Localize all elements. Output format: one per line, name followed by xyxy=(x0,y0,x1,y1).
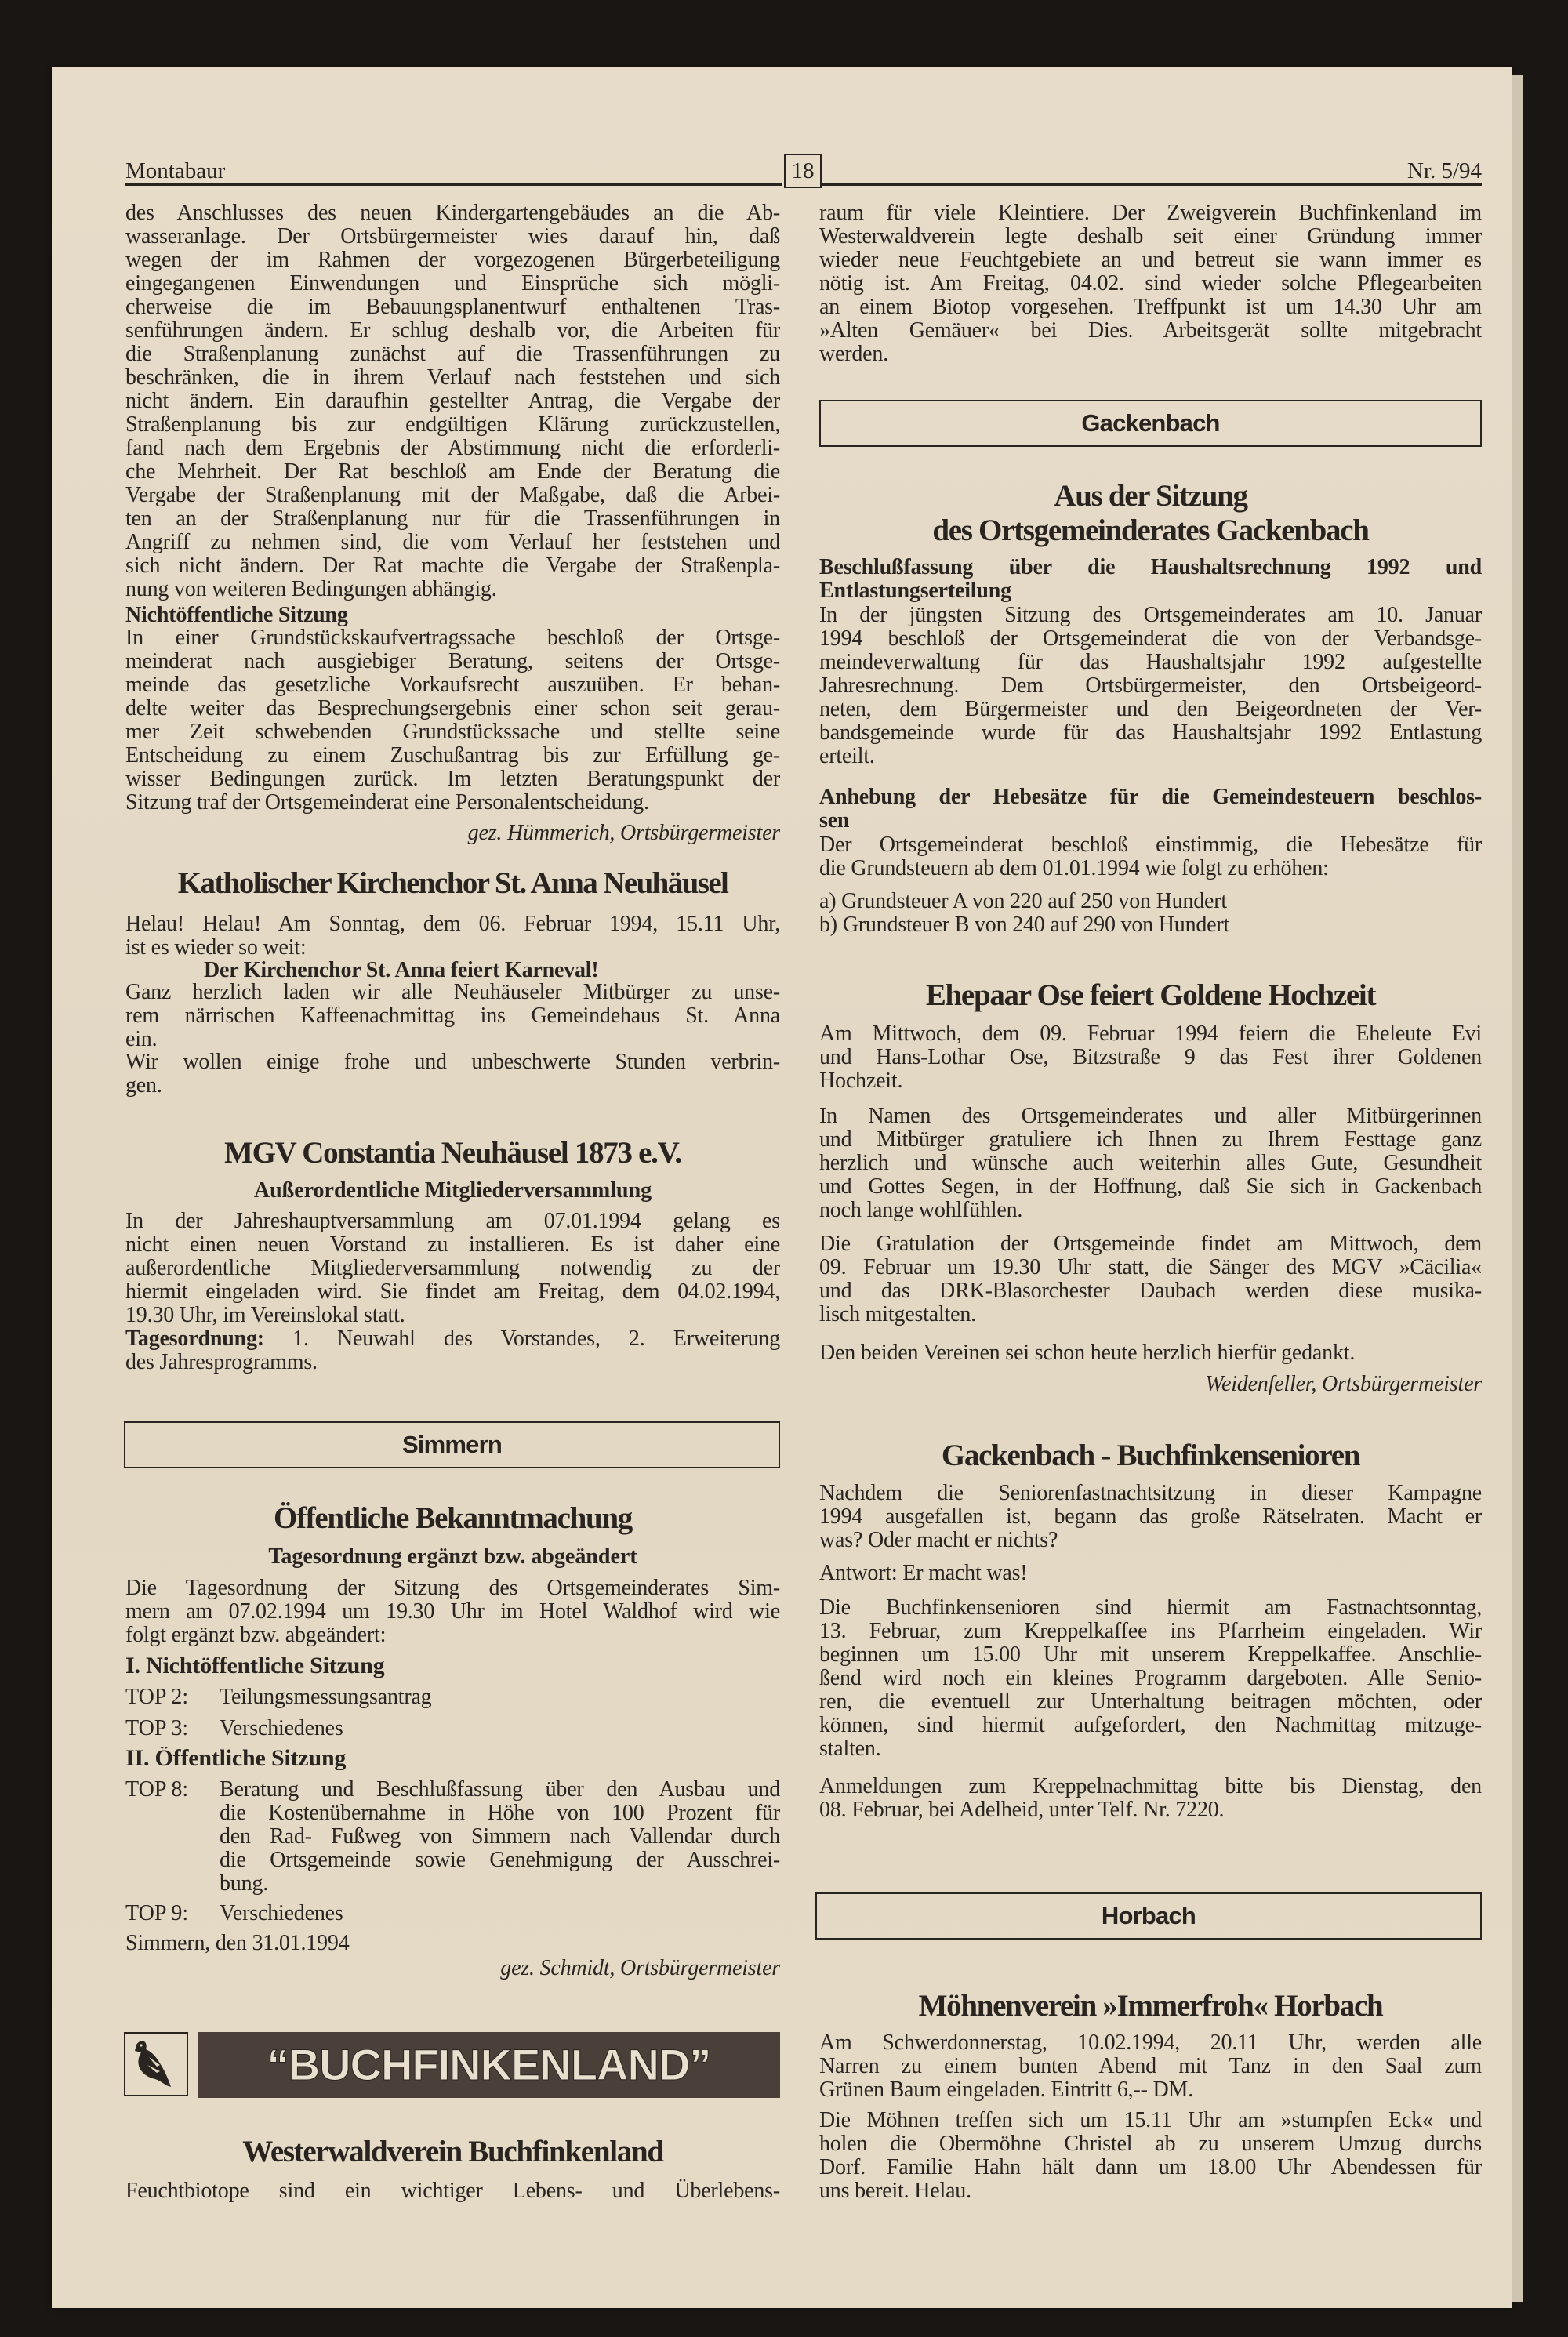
text-line: Entscheidung zu einem Zuschußantrag bis zur Erfüllung ge- xyxy=(125,744,780,768)
agenda-part-2: II. Öffentliche Sitzung xyxy=(125,1747,347,1770)
text-line: Verschiedenes xyxy=(220,1717,343,1740)
moehnen-paragraph-1 xyxy=(819,2031,1482,2102)
text-line: uns bereit. Helau. xyxy=(819,2179,971,2203)
text-line: hiermit eingeladen wird. Sie findet am Freitag, dem 04.02.1994, xyxy=(125,1280,780,1304)
text-line: und Mitbürger gratuliere ich Ihnen zu Ihrem Festtage ganz xyxy=(819,1128,1482,1152)
text-line: 09. Februar um 19.30 Uhr statt, die Sänger des MGV »Cäcilia« xyxy=(819,1256,1482,1279)
mgv-subtitle: Außerordentliche Mitgliederversammlung xyxy=(253,1178,652,1203)
headline-moehnenverein: Möhnenverein »Immerfroh« Horbach xyxy=(918,1989,1383,2023)
mgv-agenda-continued: des Jahresprogramms. xyxy=(125,1351,318,1374)
text-line: wieder neue Feuchtgebiete an und betreut sie wann immer es xyxy=(819,249,1482,272)
agenda-part-1: I. Nichtöffentliche Sitzung xyxy=(125,1654,385,1678)
hochzeit-paragraph-1 xyxy=(819,1022,1482,1093)
text-line: Antwort: Er macht was! xyxy=(819,1562,1028,1585)
text-line: Anhebung der Hebesätze für die Gemeindesteuern beschlos- xyxy=(819,786,1482,809)
agenda-item-text xyxy=(220,1717,780,1740)
list-grundsteuer xyxy=(819,890,1482,937)
page-number: 18 xyxy=(784,154,822,188)
text-line: eingegangenen Einwendungen und Einsprüche sich mögli- xyxy=(125,272,780,296)
kirchenchor-highlight: Der Kirchenchor St. Anna feiert Karneval! xyxy=(204,959,599,982)
text-line: folgt ergänzt bzw. abgeändert: xyxy=(125,1624,387,1647)
header-rule-right xyxy=(822,183,1482,186)
agenda-item-text xyxy=(220,1778,780,1896)
text-line: wegen der im Rahmen der vorgezogenen Bürgerbeteiligung xyxy=(125,249,780,272)
text-line: Nachdem die Seniorenfastnachtsitzung in dieser Kampagne xyxy=(819,1482,1482,1505)
text-line: Westerwaldverein legte deshalb seit einer Gründung immer xyxy=(819,225,1482,249)
text-line: Verschiedenes xyxy=(220,1902,343,1925)
text-line: fand nach dem Ergebnis der Abstimmung nicht die erforderli- xyxy=(125,437,780,460)
text-line: des Anschlusses des neuen Kindergartengebäudes an die Ab- xyxy=(125,201,780,225)
text-line: Teilungsmessungsantrag xyxy=(220,1686,432,1709)
text-line: rem närrischen Kaffeenachmittag ins Gemeindehaus St. Anna xyxy=(125,1004,780,1028)
westerwaldverein-paragraph xyxy=(125,2179,780,2203)
text-line: meinde das gesetzliche Vorkaufsrecht auszuüben. Er behan- xyxy=(125,673,780,697)
text-line: Die Gratulation der Ortsgemeinde findet am Mittwoch, dem xyxy=(819,1232,1482,1256)
text-line: sich nicht ändern. Der Rat machte die Vergabe der Straßenpla- xyxy=(125,554,780,578)
text-line: Den beiden Vereinen sei schon heute herzlich hierfür gedankt. xyxy=(819,1341,1356,1365)
subheading-haushaltsrechnung xyxy=(819,556,1482,603)
senioren-paragraph-4 xyxy=(819,1775,1482,1822)
text-line: beginnen um 15.00 Uhr mit unserem Kreppelkaffee. Anschlie- xyxy=(819,1643,1482,1667)
kirchenchor-invitation xyxy=(125,981,780,1051)
text-line: bung. xyxy=(220,1872,269,1896)
moehnen-paragraph-2 xyxy=(819,2109,1482,2203)
text-line: gen. xyxy=(125,1074,162,1098)
text-line: und Hans-Lothar Ose, Bitzstraße 9 das Fest ihrer Goldenen xyxy=(819,1046,1482,1069)
text-line: mer Zeit schwebenden Grundstückssache und stellte seine xyxy=(125,720,780,744)
paragraph-nichtoeffentlich xyxy=(125,626,780,815)
text-line: raum für viele Kleintiere. Der Zweigverein Buchfinkenland im xyxy=(819,201,1482,225)
agenda-item xyxy=(125,1717,780,1740)
text-line: ein. xyxy=(125,1028,158,1051)
text-line: meinderat nach ausgiebiger Beratung, seitens der Ortsge- xyxy=(125,650,780,673)
headline-bekanntmachung: Öffentliche Bekanntmachung xyxy=(274,1501,632,1535)
text-line: wisser Bedingungen zurück. Im letzten Beratungspunkt der xyxy=(125,768,780,791)
text-line: Am Schwerdonnerstag, 10.02.1994, 20.11 Uhr, werden alle xyxy=(819,2031,1482,2055)
mgv-agenda xyxy=(125,1327,780,1351)
hochzeit-paragraph-3 xyxy=(819,1232,1482,1326)
text-line: Die Möhnen treffen sich um 15.11 Uhr am »stumpfen Eck« und xyxy=(819,2109,1482,2132)
text-line: delte weiter das Besprechungsergebnis einer schon seit gerau- xyxy=(125,697,780,720)
text-line: und Gottes Segen, in der Hoffnung, daß Sie sich in Gackenbach xyxy=(819,1175,1482,1199)
subheading-hebesaetze xyxy=(819,786,1482,833)
text-line: Vergabe der Straßenplanung mit der Maßgabe, daß die Arbei- xyxy=(125,484,780,507)
text-line: Anmeldungen zum Kreppelnachmittag bitte bis Dienstag, den xyxy=(819,1775,1482,1798)
hochzeit-paragraph-4 xyxy=(819,1341,1482,1365)
text-line: Der Ortsgemeinderat beschloß einstimmig, die Hebesätze für xyxy=(819,833,1482,857)
text-line: beschränken, die in ihrem Verlauf nach feststehen und sich xyxy=(125,366,780,390)
headline-sitzung-gackenbach xyxy=(819,479,1482,548)
text-line: an einem Biotop vorgesehen. Treffpunkt ist um 14.30 Uhr am xyxy=(819,296,1482,319)
text-line: 1994 beschloß der Ortsgemeinderat die von der Verbandsge- xyxy=(819,627,1482,651)
text-line: den Rad- Fußweg von Simmern nach Vallendar durch xyxy=(220,1825,780,1849)
text-line: werden. xyxy=(819,343,889,366)
section-header-horbach: Horbach xyxy=(815,1892,1482,1940)
text-line: Die Tagesordnung der Sitzung des Ortsgemeinderates Sim- xyxy=(125,1577,780,1600)
bird-icon xyxy=(124,2032,188,2096)
section-header-simmern: Simmern xyxy=(124,1421,780,1468)
text-line: senführungen ändern. Er schlug deshalb vor, die Arbeiten für xyxy=(125,319,780,343)
text-line: mern am 07.02.1994 um 19.30 Uhr im Hotel Waldhof wird wie xyxy=(125,1600,780,1624)
headline-kirchenchor: Katholischer Kirchenchor St. Anna Neuhäusel xyxy=(177,866,728,900)
text-line: was? Oder macht er nichts? xyxy=(819,1529,1058,1552)
westerwaldverein-continued xyxy=(819,201,1482,366)
paragraph-haushaltsrechnung xyxy=(819,604,1482,768)
article-continued-text xyxy=(125,201,780,601)
agenda-item xyxy=(125,1902,780,1925)
paragraph-hebesaetze xyxy=(819,833,1482,880)
signature-weidenfeller: Weidenfeller, Ortsbürgermeister xyxy=(1205,1373,1482,1396)
text-line: die Grundsteuern ab dem 01.01.1994 wie folgt zu erhöhen: xyxy=(819,857,1329,880)
bekanntmachung-subtitle: Tagesordnung ergänzt bzw. abgeändert xyxy=(268,1544,637,1569)
text-line: Sitzung traf der Ortsgemeinderat eine Personalentscheidung. xyxy=(125,791,649,815)
text-line: Helau! Helau! Am Sonntag, dem 06. Februar 1994, 15.11 Uhr, xyxy=(125,913,780,936)
agenda-item-number: TOP 8: xyxy=(125,1777,189,1802)
text-line: können, sind hiermit aufgefordert, den Nachmittag mitzuge- xyxy=(819,1714,1482,1737)
text-line: nötig ist. Am Freitag, 04.02. sind wieder solche Pflegearbeiten xyxy=(819,272,1482,296)
text-line: b) Grundsteuer B von 240 auf 290 von Hundert xyxy=(819,913,1230,937)
text-line: 1994 ausgefallen ist, begann das große Rätselraten. Macht er xyxy=(819,1505,1482,1529)
text-line: ren, die eventuell zur Unterhaltung beitragen möchten, oder xyxy=(819,1690,1482,1714)
text-line: In Namen des Ortsgemeinderates und aller Mitbürgerinnen xyxy=(819,1105,1482,1128)
text-line: Beschlußfassung über die Haushaltsrechnung 1992 und xyxy=(819,556,1482,579)
section-header-gackenbach: Gackenbach xyxy=(819,400,1482,447)
text-line: cherweise die im Bebauungsplanentwurf enthaltenen Tras- xyxy=(125,296,780,319)
text-line: herzlich und wünsche auch weiterhin alles Gute, Gesundheit xyxy=(819,1152,1482,1175)
text-line: nung von weiteren Bedingungen abhängig. xyxy=(125,578,497,601)
bekanntmachung-intro xyxy=(125,1577,780,1647)
text-line: Narren zu einem bunten Abend mit Tanz in den Saal zum xyxy=(819,2055,1482,2078)
text-line: lisch mitgestalten. xyxy=(819,1303,976,1326)
text-line: In der jüngsten Sitzung des Ortsgemeinderates am 10. Januar xyxy=(819,604,1482,627)
text-line: des Ortsgemeinderates Gackenbach xyxy=(932,513,1369,547)
text-line: ist es wieder so weit: xyxy=(125,936,307,960)
agenda-items-part-1 xyxy=(125,1686,780,1748)
hochzeit-paragraph-2 xyxy=(819,1105,1482,1222)
text-line: außerordentliche Mitgliederversammlung notwendig zu der xyxy=(125,1257,780,1280)
text-line: wasseranlage. Der Ortsbürgermeister wies darauf hin, daß xyxy=(125,225,780,249)
text-line: In der Jahreshauptversammlung am 07.01.1994 gelang es xyxy=(125,1210,780,1233)
agenda-item-number: TOP 9: xyxy=(125,1901,189,1925)
agenda-item xyxy=(125,1778,780,1896)
mgv-agenda-text: 1. Neuwahl des Vorstandes, 2. Erweiterung xyxy=(292,1327,780,1351)
text-line: bandsgemeinde wurde für das Haushaltsjahr 1992 Entlastung xyxy=(819,721,1482,745)
agenda-item-number: TOP 3: xyxy=(125,1716,189,1740)
mgv-agenda-label: Tagesordnung: xyxy=(125,1327,264,1351)
text-line: Ganz herzlich laden wir alle Neuhäuseler Mitbürger zu unse- xyxy=(125,981,780,1004)
text-line: die Ortsgemeinde sowie Genehmigung der Ausschrei- xyxy=(220,1849,780,1872)
headline-buchfinkensenioren: Gackenbach - Buchfinkensenioren xyxy=(941,1439,1360,1472)
header-town: Montabaur xyxy=(125,158,226,183)
text-line: 19.30 Uhr, im Vereinslokal statt. xyxy=(125,1304,405,1327)
text-line: Beratung und Beschlußfassung über den Ausbau und xyxy=(220,1778,780,1802)
text-line: Feuchtbiotope sind ein wichtiger Lebens- und Überlebens- xyxy=(125,2179,780,2203)
text-line: Hochzeit. xyxy=(819,1069,903,1093)
kirchenchor-closing xyxy=(125,1051,780,1098)
senioren-paragraph-2 xyxy=(819,1562,1482,1585)
text-line: stalten. xyxy=(819,1737,881,1761)
text-line: Aus der Sitzung xyxy=(1054,479,1247,513)
text-line: Jahresrechnung. Dem Ortsbürgermeister, den Ortsbeigeord- xyxy=(819,674,1482,698)
text-line: a) Grundsteuer A von 220 auf 250 von Hundert xyxy=(819,890,1227,913)
text-line: Die Buchfinkensenioren sind hiermit am Fastnachtsonntag, xyxy=(819,1596,1482,1620)
agenda-item xyxy=(125,1686,780,1709)
senioren-paragraph-3 xyxy=(819,1596,1482,1761)
agenda-item-text xyxy=(220,1686,780,1709)
signature-schmidt: gez. Schmidt, Ortsbürgermeister xyxy=(500,1957,780,1980)
text-line: Entlastungserteilung xyxy=(819,579,1011,603)
text-line: »Alten Gemäuer« bei Dies. Arbeitsgerät sollte mitgebracht xyxy=(819,319,1482,343)
agenda-item-text xyxy=(220,1902,780,1925)
text-line: che Mehrheit. Der Rat beschloß am Ende der Beratung die xyxy=(125,460,780,484)
next-page-edge xyxy=(1512,75,1523,2302)
header-rule-left xyxy=(125,183,782,186)
agenda-items-part-2 xyxy=(125,1778,780,1932)
text-line: die Straßenplanung zunächst auf die Trassenführungen zu xyxy=(125,343,780,366)
text-line: 08. Februar, bei Adelheid, unter Telf. Nr. 7220. xyxy=(819,1798,1225,1822)
text-line: In einer Grundstückskaufvertragssache beschloß der Ortsge- xyxy=(125,626,780,650)
text-line: nicht ändern. Ein daraufhin gestellter Antrag, die Vergabe der xyxy=(125,390,780,413)
text-line: noch lange wohlfühlen. xyxy=(819,1199,1023,1222)
issue-number: Nr. 5/94 xyxy=(1406,158,1482,183)
text-line: Am Mittwoch, dem 09. Februar 1994 feiern die Eheleute Evi xyxy=(819,1022,1482,1046)
text-line: Wir wollen einige frohe und unbeschwerte Stunden verbrin- xyxy=(125,1051,780,1074)
buchfinkenland-banner: “BUCHFINKENLAND” xyxy=(198,2032,780,2098)
text-line: ßend wird noch ein kleines Programm dargeboten. Alle Senio- xyxy=(819,1667,1482,1690)
agenda-item-number: TOP 2: xyxy=(125,1685,189,1709)
text-line: erteilt. xyxy=(819,745,875,768)
text-line: Grünen Baum eingeladen. Eintritt 6,-- DM. xyxy=(819,2078,1194,2102)
bird-logo xyxy=(125,2034,187,2095)
text-line: Straßenplanung bis zur endgültigen Klärung zurückzustellen, xyxy=(125,413,780,437)
text-line: sen xyxy=(819,809,850,833)
kirchenchor-intro xyxy=(125,913,780,960)
text-line: ten an der Straßenplanung nur für die Trassenführungen in xyxy=(125,507,780,531)
bekanntmachung-date: Simmern, den 31.01.1994 xyxy=(125,1932,350,1955)
text-line: Angriff zu nehmen sind, die vom Verlauf her feststehen und xyxy=(125,531,780,554)
text-line: und das DRK-Blasorchester Daubach werden diese musika- xyxy=(819,1279,1482,1303)
headline-westerwaldverein: Westerwaldverein Buchfinkenland xyxy=(242,2135,663,2168)
text-line: meindeverwaltung für das Haushaltsjahr 1992 aufgestellte xyxy=(819,651,1482,674)
headline-goldene-hochzeit: Ehepaar Ose feiert Goldene Hochzeit xyxy=(925,978,1376,1012)
subheading-nichtoeffentlich: Nichtöffentliche Sitzung xyxy=(125,604,348,627)
headline-mgv: MGV Constantia Neuhäusel 1873 e.V. xyxy=(224,1136,681,1170)
text-line: holen die Obermöhne Christel ab zu unserem Umzug durchs xyxy=(819,2132,1482,2156)
signature-huemmerich: gez. Hümmerich, Ortsbürgermeister xyxy=(467,822,780,845)
text-line: Dorf. Familie Hahn hält dann um 18.00 Uhr Abendessen für xyxy=(819,2156,1482,2179)
mgv-paragraph xyxy=(125,1210,780,1327)
senioren-paragraph-1 xyxy=(819,1482,1482,1552)
text-line: nicht einen neuen Vorstand zu installieren. Es ist daher eine xyxy=(125,1233,780,1257)
text-line: die Kostenübernahme in Höhe von 100 Prozent für xyxy=(220,1802,780,1825)
text-line: neten, dem Bürgermeister und den Beigeordneten der Ver- xyxy=(819,698,1482,721)
text-line: 13. Februar, zum Kreppelkaffee ins Pfarrheim eingeladen. Wir xyxy=(819,1620,1482,1643)
